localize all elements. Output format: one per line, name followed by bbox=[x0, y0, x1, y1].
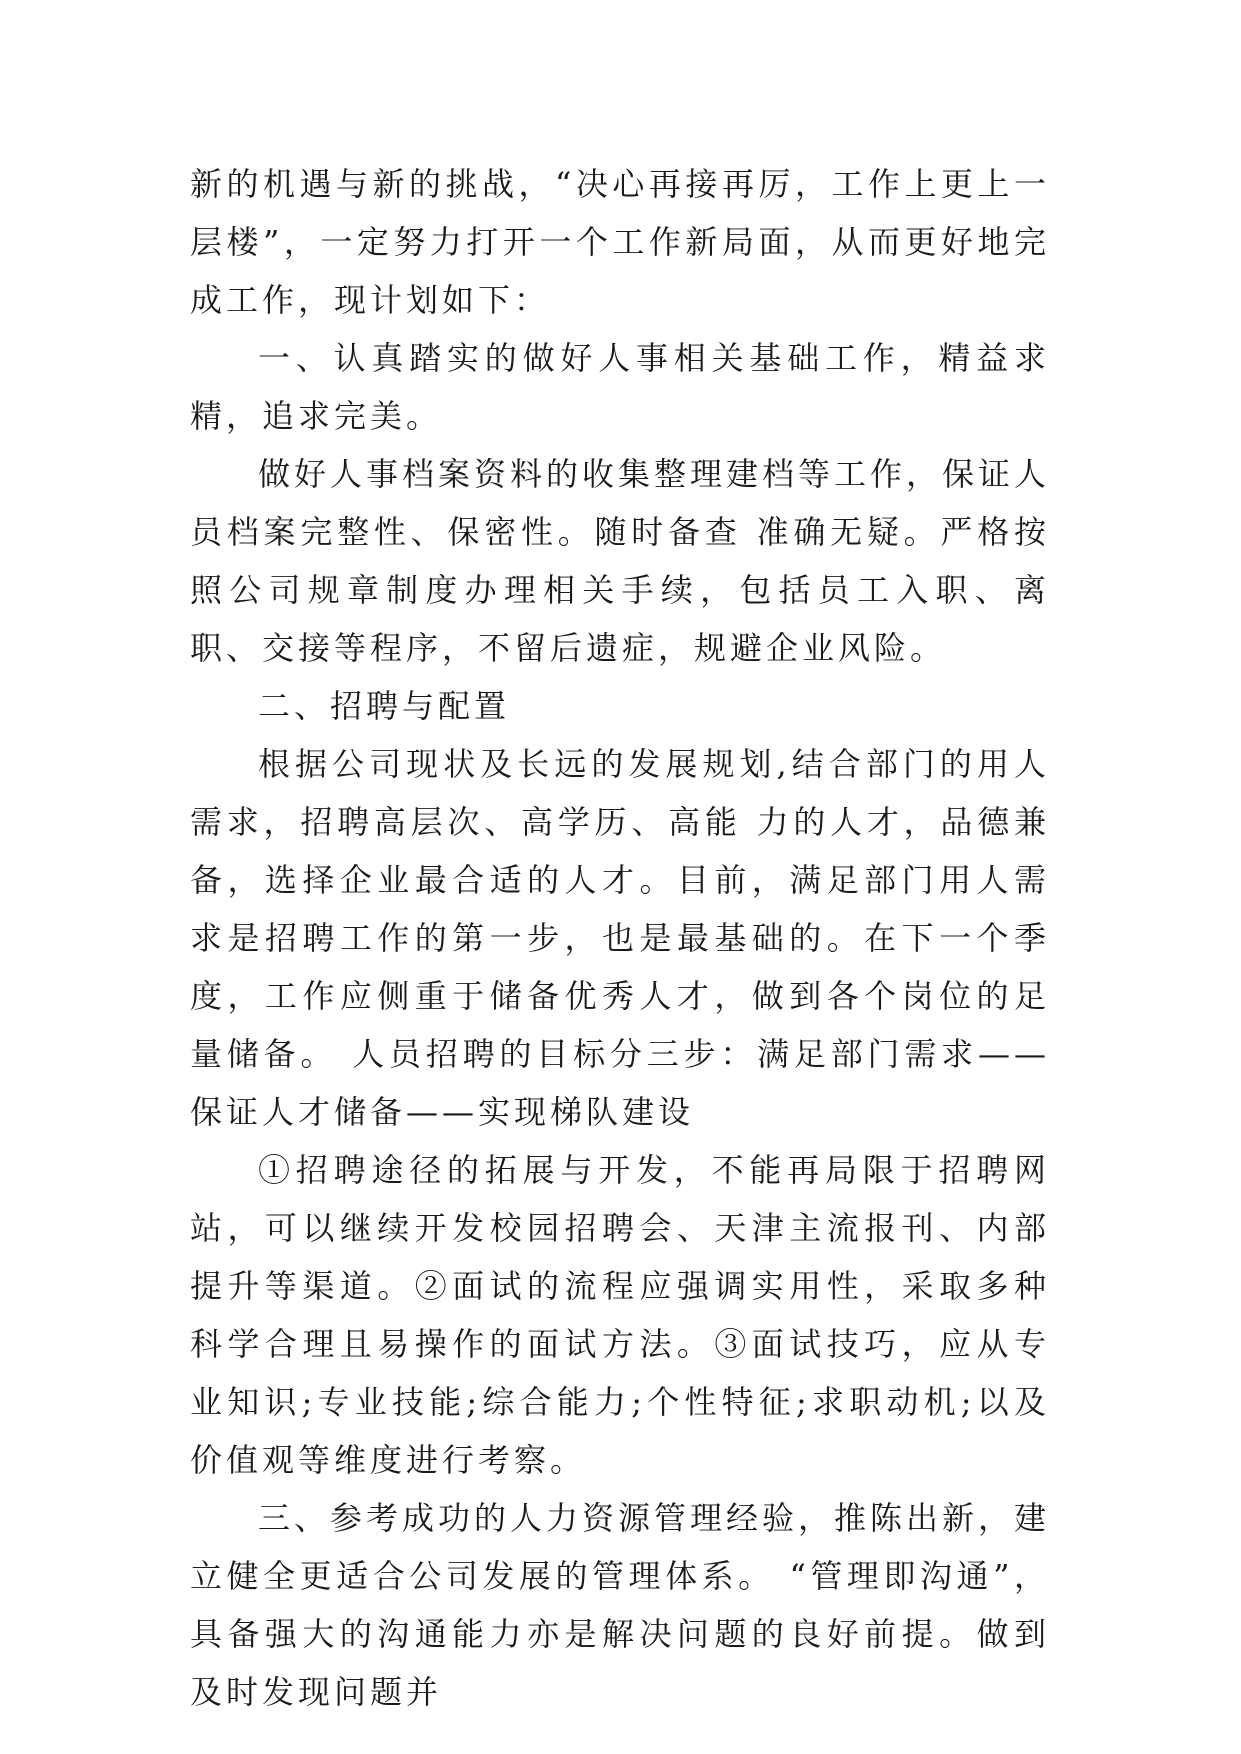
paragraph-intro-continued: 新的机遇与新的挑战，“决心再接再厉，工作上更上一层楼”，一定努力打开一个工作新局面，从而更好地完成工作，现计划如下： bbox=[190, 165, 1050, 319]
paragraph-archives: 做好人事档案资料的收集整理建档等工作，保证人员档案完整性、保密性。随时备查 准确无疑。严格按照公司规章制度办理相关手续，包括员工入职、离职、交接等程序，不留后遗症，规避企业风险。 bbox=[190, 455, 1051, 667]
paragraph-recruitment: 根据公司现状及长远的发展规划,结合部门的用人需求，招聘高层次、高学历、高能 力的人才，品德兼备，选择企业最合适的人才。目前，满足部门用人需求是招聘工作的第一步，也是最基础的。在下一个季度，工作应侧重于储备优秀人才，做到各个岗位的足量储备。 人员招聘的目标分三步：满足部门需求——保证人才储备——实现梯队建设 bbox=[190, 745, 1050, 1131]
heading-section-two: 二、招聘与配置 bbox=[258, 687, 511, 725]
heading-section-one: 一、认真踏实的做好人事相关基础工作，精益求精，追求完美。 bbox=[190, 339, 1050, 435]
heading-section-three: 三、参考成功的人力资源管理经验，推陈出新，建立健全更适合公司发展的管理体系。 “管理即沟通”，具备强大的沟通能力亦是解决问题的良好前提。做到及时发现问题并 bbox=[190, 1499, 1051, 1711]
document-body bbox=[190, 155, 1050, 1721]
paragraph-recruitment-methods: ①招聘途径的拓展与开发，不能再局限于招聘网站，可以继续开发校园招聘会、天津主流报刊、内部提升等渠道。②面试的流程应强调实用性，采取多种科学合理且易操作的面试方法。③面试技巧，应从专业知识;专业技能;综合能力;个性特征;求职动机;以及价值观等维度进行考察。 bbox=[190, 1151, 1050, 1479]
